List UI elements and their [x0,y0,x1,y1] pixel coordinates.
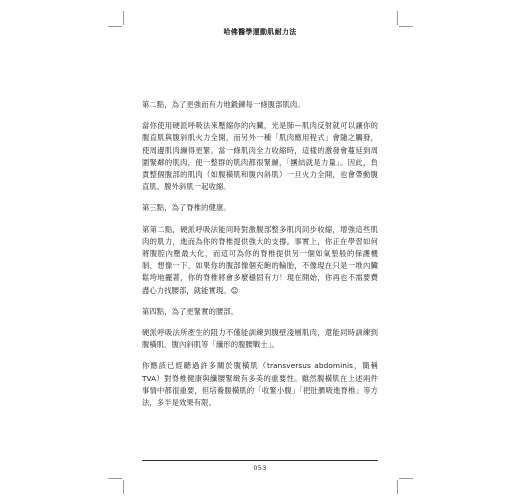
section-heading: 第四點，為了更緊實的腰部。 [142,306,239,316]
footer-divider [142,460,378,461]
crop-mark-top-left-v [123,11,124,25]
crop-mark-bottom-left-v [123,480,124,494]
crop-mark-top-right-v [397,11,398,25]
body-paragraph: 當你使用硬派呼吸法來壓縮你的內臟，光是肺—肌肉反射就可以讓你的腹直肌與腹斜肌火力全開，而另外一種「肌肉應用程式」會隨之觸發，使周邊肌肉繃得更緊。當一條肌肉全力收縮時，這樣的激發會蔓延到周圍緊鄰的肌肉，使一整群的肌肉都很緊繃，「團結就是力量」。因此，負責整個腹部的肌肉（如腹橫肌和腹內斜肌）一旦火力全開，也會帶動腹直肌、腹外斜肌一起收縮。 [142,121,378,192]
section-heading: 第二點，為了更強而有力地鍛鍊每一條腹部肌肉。 [142,100,305,109]
crop-mark-bottom-right-h [399,478,413,479]
page-number: 053 [253,464,267,472]
body-paragraph: 你應該已經聽過許多關於腹橫肌（transversus abdominis，簡稱TVA）對脊椎健康與纖腰緊緻有多美的重要性。雖然腹橫肌在上述兩件事情中都很重要，但培養腹橫肌的「收緊小腹」「把肚臍吸進脊椎」等方法，多半是效果有限。 [142,361,378,408]
crop-mark-bottom-left-h [108,478,122,479]
section-heading: 第三點，為了脊椎的健康。 [142,203,231,213]
crop-mark-bottom-right-v [397,480,398,494]
body-paragraph: 硬派呼吸法所產生的阻力不僅能訓練到腹壁淺層肌肉，還能同時訓練到腹橫肌、腹內斜肌等「纖形的腹腰戰士」。 [142,328,378,350]
body-text [142,99,378,418]
body-paragraph: 第第二點，硬派呼吸法能同時對激腹部整多肌肉同步收縮，增強這些肌肉的肌力，進而為你的脊椎提供強大的支撐。事實上，你正在學習如何將腹腔內壓最大化，而這可為你的脊椎提供另一個如氣墊般的保護機制，想像一下，如果你的腹部像個充飽的輪胎，不像現在只是一堆內臟鬆垮地擺著，你的脊椎將會多麼穩固有力！現在開始，你再也不需要費盡心力找腰部，就能實現。😊 [142,224,378,295]
running-head: 哈佛醫學運動肌耐力法 [223,28,297,36]
